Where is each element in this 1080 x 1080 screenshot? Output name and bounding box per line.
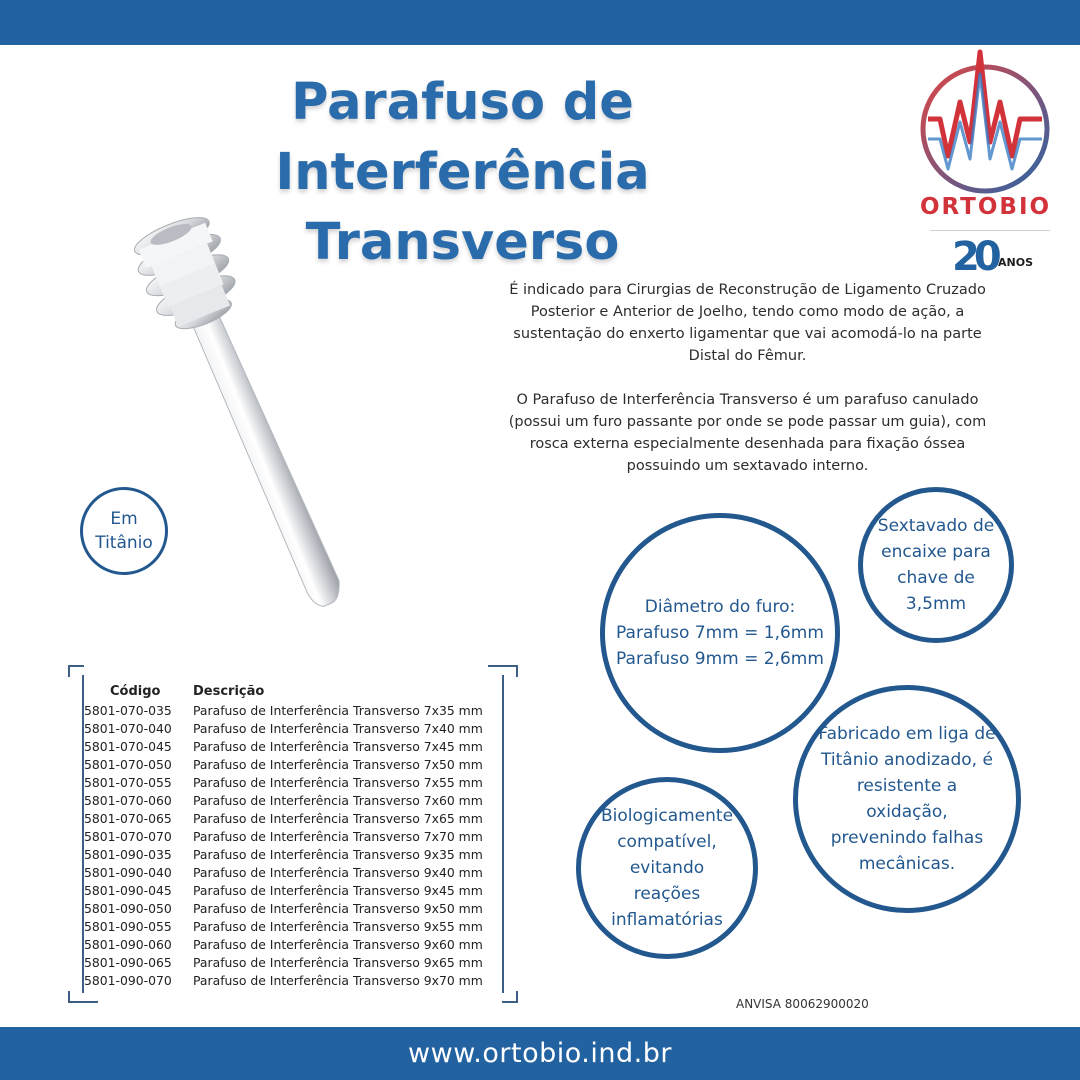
product-code: 5801-090-055 [84,918,172,934]
hole-diameter-badge [600,513,840,753]
material-badge-text: Em Titânio [95,509,153,553]
hex-socket-text: Sextavado de encaixe para chave de 3,5mm [877,516,995,614]
table-row [84,737,483,755]
hole-diameter-text: Diâmetro do furo: Parafuso 7mm = 1,6mm Parafuso 9mm = 2,6mm [616,597,824,669]
description-paragraph-2: O Parafuso de Interferência Transverso é um parafuso canulado (possui um furo passante por onde se pode passar um guia), com rosca externa especialmente desenhada para fixação óssea possuindo um sextavado interno. [508,392,987,474]
description-paragraph-1: É indicado para Cirurgias de Reconstrução de Ligamento Cruzado Posterior e Anterior de Joelho, tendo como modo de ação, a sustentação do enxerto ligamentar que vai acomodá-lo na parte Distal do Fêmur. [509,282,986,364]
product-code: 5801-070-055 [84,774,172,790]
product-code: 5801-090-040 [84,864,172,880]
product-description [505,279,990,499]
table-row [84,971,483,989]
footer-banner [0,1027,1080,1080]
table-row [84,791,483,809]
product-description-cell: Parafuso de Interferência Transverso 7x60 mm [193,792,483,808]
product-code: 5801-070-060 [84,792,172,808]
product-code: 5801-090-070 [84,972,172,988]
product-code: 5801-090-045 [84,882,172,898]
table-row [84,755,483,773]
table-row [84,899,483,917]
website-url[interactable]: www.ortobio.ind.br [408,1038,672,1069]
product-code: 5801-090-035 [84,846,172,862]
column-header-code: Código [110,684,161,699]
logo-divider [930,230,1050,231]
product-description-cell: Parafuso de Interferência Transverso 9x65 mm [193,954,483,970]
title-line-1: Parafuso de Interferência [275,73,650,202]
product-description-cell: Parafuso de Interferência Transverso 7x35 mm [193,702,483,718]
product-description-cell: Parafuso de Interferência Transverso 7x65 mm [193,810,483,826]
product-code: 5801-090-065 [84,954,172,970]
table-header-row [84,682,483,701]
table-row [84,935,483,953]
product-description-cell: Parafuso de Interferência Transverso 7x70 mm [193,828,483,844]
biocompatibility-badge [576,777,758,959]
table-row [84,701,483,719]
product-description-cell: Parafuso de Interferência Transverso 9x55 mm [193,918,483,934]
product-code: 5801-070-035 [84,702,172,718]
biocompatibility-text: Biologicamente compatível, evitando reações inflamatórias [600,806,734,930]
table-row [84,881,483,899]
table-row [84,845,483,863]
product-code: 5801-070-070 [84,828,172,844]
table-row [84,953,483,971]
logo-anniversary-number: 20 [952,234,996,280]
manufacturing-badge [793,685,1021,913]
product-table [84,682,504,989]
product-code: 5801-070-065 [84,810,172,826]
hex-socket-badge [858,487,1014,643]
product-description-cell: Parafuso de Interferência Transverso 9x50 mm [193,900,483,916]
column-header-description: Descrição [193,684,265,699]
product-code: 5801-090-050 [84,900,172,916]
product-code: 5801-070-040 [84,720,172,736]
product-code: 5801-090-060 [84,936,172,952]
logo-mark-icon [918,44,1053,194]
table-row [84,827,483,845]
title-line-2: Transverso [305,213,620,272]
table-row [84,809,483,827]
product-description-cell: Parafuso de Interferência Transverso 9x60 mm [193,936,483,952]
product-description-cell: Parafuso de Interferência Transverso 9x40 mm [193,864,483,880]
product-description-cell: Parafuso de Interferência Transverso 9x45 mm [193,882,483,898]
table-row [84,773,483,791]
ortobio-logo [918,44,1053,280]
screw-image [100,205,420,645]
anvisa-registration: ANVISA 80062900020 [736,997,869,1011]
material-badge [80,487,168,575]
product-description-cell: Parafuso de Interferência Transverso 7x55 mm [193,774,483,790]
product-code: 5801-070-045 [84,738,172,754]
product-description-cell: Parafuso de Interferência Transverso 7x40 mm [193,720,483,736]
table-row [84,863,483,881]
product-description-cell: Parafuso de Interferência Transverso 7x50 mm [193,756,483,772]
product-description-cell: Parafuso de Interferência Transverso 9x70 mm [193,972,483,988]
product-description-cell: Parafuso de Interferência Transverso 7x45 mm [193,738,483,754]
table-row [84,917,483,935]
top-banner [0,0,1080,45]
table-row [84,719,483,737]
manufacturing-text: Fabricado em liga de Titânio anodizado, é resistente a oxidação, prevenindo falhas mecânicas. [818,724,996,874]
product-description-cell: Parafuso de Interferência Transverso 9x35 mm [193,846,483,862]
product-code: 5801-070-050 [84,756,172,772]
logo-anniversary-label: ANOS [998,256,1033,269]
logo-wordmark: ORTOBIO [919,194,1052,220]
